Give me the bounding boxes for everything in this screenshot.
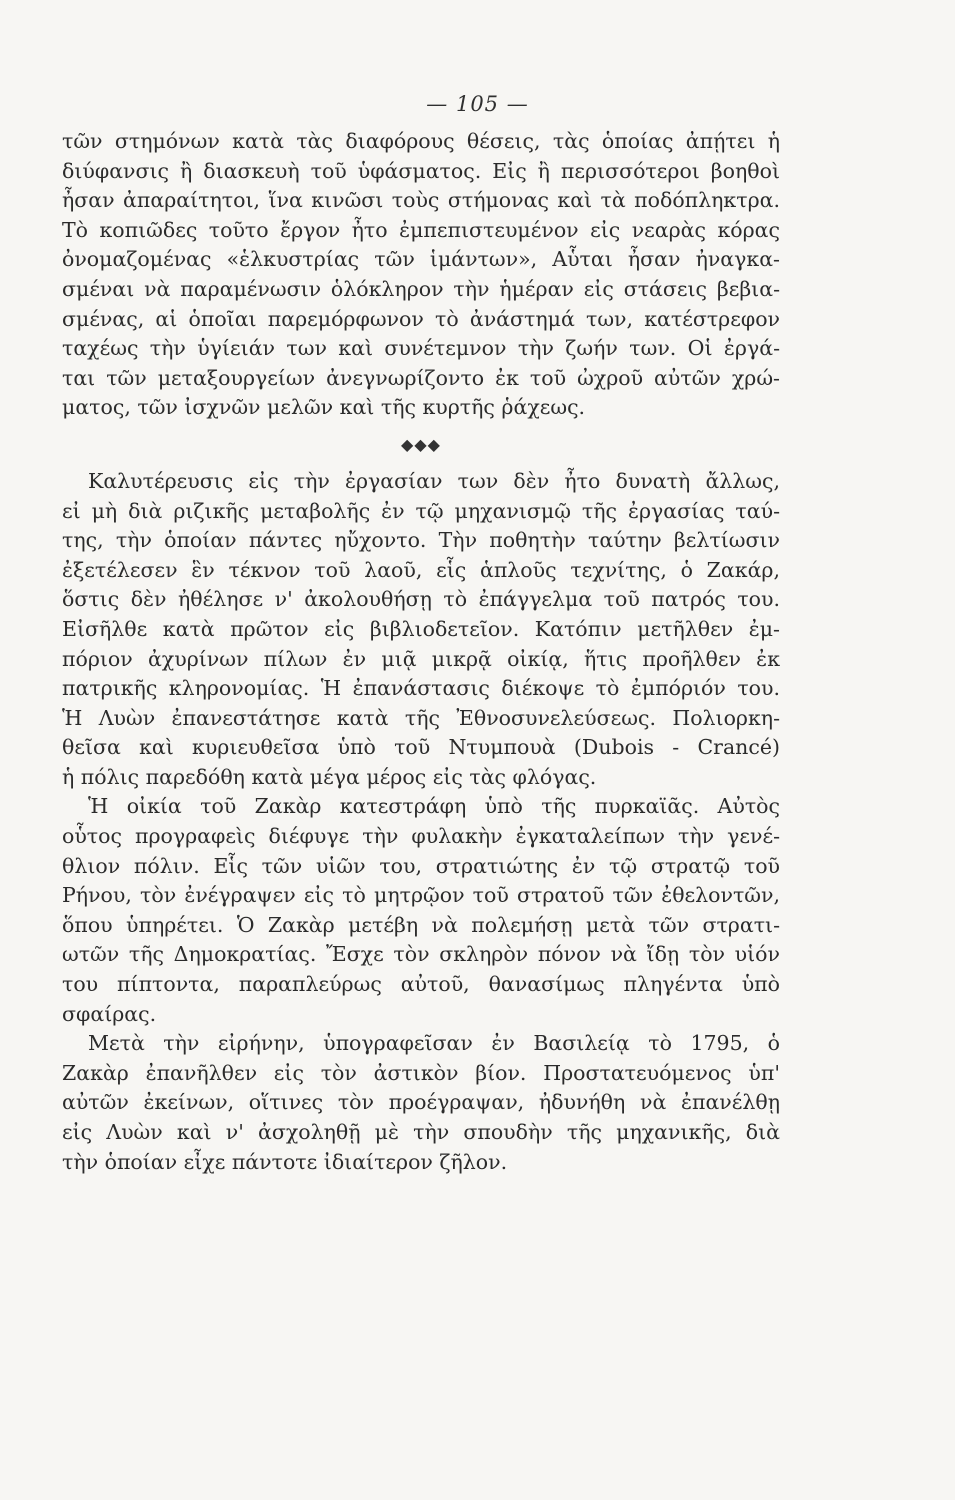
text-line: εἰ μὴ διὰ ριζικῆς μεταβολῆς ἐν τῷ μηχανισμῷ τῆς ἐργασίας ταύ- (62, 498, 780, 523)
text-line: πόριον ἀχυρίνων πίλων ἐν μιᾷ μικρᾷ οἰκίᾳ, ἥτις προῆλθεν ἐκ (62, 646, 780, 671)
section-ornament-icon: ◆◆◆ (401, 434, 441, 454)
text-line: ται τῶν μεταξουργείων ἀνεγνωρίζοντο ἐκ τοῦ ὠχροῦ αὐτῶν χρώ- (62, 365, 780, 390)
text-line: Εἰσῆλθε κατὰ πρῶτον εἰς βιβλιοδετεῖον. Κατόπιν μετῆλθεν ἐμ- (62, 616, 780, 641)
text-line: διύφανσις ἢ διασκευὴ τοῦ ὑφάσματος. Εἰς ἢ περισσότεροι βοηθοὶ (62, 158, 780, 183)
text-line: του πίπτοντα, παραπλεύρως αὐτοῦ, θανασίμως πληγέντα ὑπὸ (62, 972, 780, 997)
text-line: οὗτος προγραφεὶς διέφυγε τὴν φυλακὴν ἐγκαταλείπων τὴν γενέ- (62, 824, 780, 849)
text-line: ματος, τῶν ἰσχνῶν μελῶν καὶ τῆς κυρτῆς ῥάχεως. (62, 395, 586, 420)
paragraph-2 (62, 467, 780, 793)
text-line: ἡ πόλις παρεδόθη κατὰ μέγα μέρος εἰς τὰς φλόγας. (62, 764, 597, 789)
text-line: θεῖσα καὶ κυριευθεῖσα ὑπὸ τοῦ Ντυμπουὰ (Dubois - Crancé) (62, 735, 780, 760)
text-line: ὅπου ὑπηρέτει. Ὁ Ζακὰρ μετέβη νὰ πολεμήσῃ μετὰ τῶν στρατι- (62, 912, 780, 937)
text-line: σφαίρας. (62, 1001, 157, 1026)
text-line: Ρήνου, τὸν ἐνέγραψεν εἰς τὸ μητρῷον τοῦ στρατοῦ τῶν ἐθελοντῶν, (62, 883, 780, 908)
text-line: σμένας, αἱ ὁποῖαι παρεμόρφωνον τὸ ἀνάστημά των, κατέστρεφον (62, 306, 780, 331)
text-line: Ζακὰρ ἐπανῆλθεν εἰς τὸν ἀστικὸν βίον. Προστατευόμενος ὑπ' (62, 1060, 780, 1085)
text-line: σμέναι νὰ παραμένωσιν ὁλόκληρον τὴν ἡμέραν εἰς στάσεις βεβια- (62, 276, 780, 301)
text-line: αὐτῶν ἐκείνων, οἵτινες τὸν προέγραψαν, ἠδυνήθη νὰ ἐπανέλθῃ (62, 1090, 780, 1115)
text-line: ὅστις δὲν ἠθέλησε ν' ἀκολουθήσῃ τὸ ἐπάγγελμα τοῦ πατρός του. (62, 587, 780, 612)
body-text (62, 127, 780, 1177)
text-line: εἰς Λυὼν καὶ ν' ἀσχοληθῇ μὲ τὴν σπουδὴν τῆς μηχανικῆς, διὰ (62, 1120, 780, 1144)
text-line: θλιον πόλιν. Εἷς τῶν υἱῶν του, στρατιώτης ἐν τῷ στρατῷ τοῦ (62, 853, 780, 878)
text-line: ὀνομαζομένας «ἑλκυστρίας τῶν ἱμάντων», Αὗται ἦσαν ἠναγκα- (62, 247, 780, 272)
text-line: ωτῶν τῆς Δημοκρατίας. Ἔσχε τὸν σκληρὸν πόνον νὰ ἴδῃ τὸν υἱόν (62, 942, 780, 967)
paragraph-1 (62, 127, 780, 423)
paragraph-3 (62, 792, 780, 1029)
text-line: ταχέως τὴν ὑγίειάν των καὶ συνέτεμνον τὴν ζωήν των. Οἱ ἐργά- (62, 336, 780, 361)
text-line: τῶν στημόνων κατὰ τὰς διαφόρους θέσεις, τὰς ὁποίας ἀπῄτει ἡ (62, 129, 780, 153)
text-line: Ἡ οἰκία τοῦ Ζακὰρ κατεστράφη ὑπὸ τῆς πυρκαϊᾶς. Αὐτὸς (88, 794, 780, 819)
text-line: Τὸ κοπιῶδες τοῦτο ἔργον ἦτο ἐμπεπιστευμένον εἰς νεαρὰς κόρας (62, 217, 780, 242)
text-line: Καλυτέρευσις εἰς τὴν ἐργασίαν των δὲν ἦτο δυνατὴ ἄλλως, (88, 468, 780, 493)
paragraph-4 (62, 1029, 780, 1177)
text-line: ἦσαν ἀπαραίτητοι, ἵνα κινῶσι τοὺς στήμονας καὶ τὰ ποδόπληκτρα. (62, 188, 780, 213)
text-line: Μετὰ τὴν εἰρήνην, ὑπογραφεῖσαν ἐν Βασιλείᾳ τὸ 1795, ὁ (88, 1031, 780, 1056)
text-line: τὴν ὁποίαν εἶχε πάντοτε ἰδιαίτερον ζῆλον. (62, 1149, 508, 1174)
text-line: ἐξετέλεσεν ἓν τέκνον τοῦ λαοῦ, εἷς ἁπλοῦς τεχνίτης, ὁ Ζακάρ, (62, 557, 780, 582)
text-line: πατρικῆς κληρονομίας. Ἡ ἐπανάστασις διέκοψε τὸ ἐμπόριόν του. (62, 676, 780, 701)
page-number: — 105 — (426, 92, 529, 116)
text-line: της, τὴν ὁποίαν πάντες ηὔχοντο. Τὴν ποθητὴν ταύτην βελτίωσιν (62, 528, 780, 553)
text-line: Ἡ Λυὼν ἐπανεστάτησε κατὰ τῆς Ἐθνοσυνελεύσεως. Πολιορκη- (62, 705, 780, 730)
